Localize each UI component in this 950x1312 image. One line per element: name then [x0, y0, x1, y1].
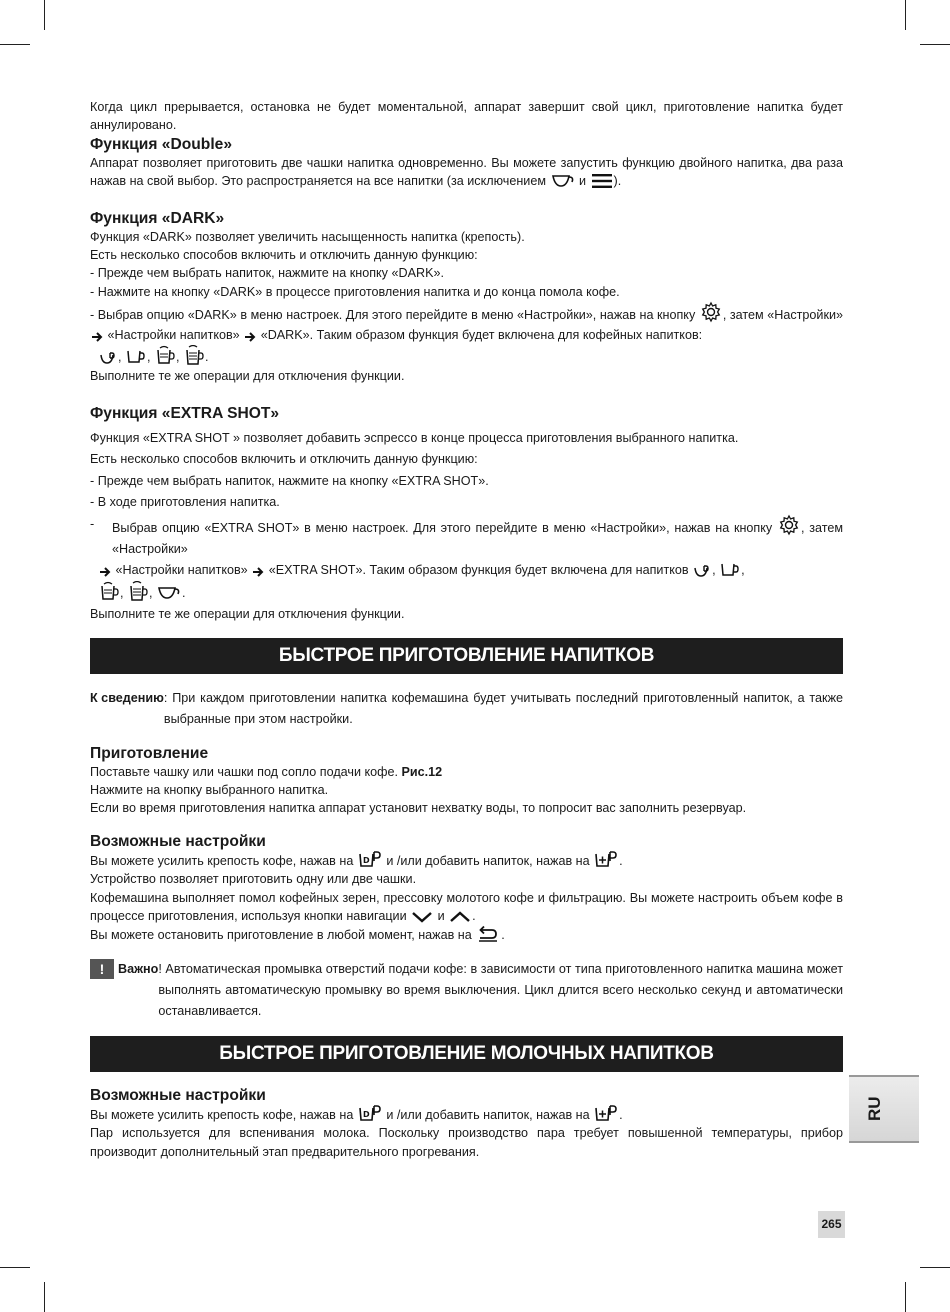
- extra-line: Есть несколько способов включить и отключить данную функцию:: [90, 452, 478, 467]
- extra-shot-heading: Функция «EXTRA SHOT»: [90, 404, 280, 422]
- menu-lines-icon: [591, 173, 613, 189]
- strength-cup-icon: [358, 851, 382, 869]
- gear-icon: [778, 514, 800, 536]
- cup-drip-icon: [551, 173, 575, 189]
- mug-icon: [99, 581, 119, 601]
- espresso-cup-icon: [99, 351, 117, 365]
- extra-line: - В ходе приготовления напитка.: [90, 495, 280, 510]
- gear-icon: [700, 301, 722, 323]
- dark-line: - Прежде чем выбрать напиток, нажмите на кнопку «DARK».: [90, 266, 444, 281]
- svg-text:D: D: [362, 1109, 370, 1119]
- mug-icon: [155, 345, 175, 365]
- arrow-right-icon: [244, 331, 256, 343]
- espresso-cup-icon: [693, 564, 711, 578]
- settings-heading: Возможные настройки: [90, 832, 266, 850]
- crop-mark: [920, 1267, 950, 1268]
- language-tab: RU: [849, 1075, 919, 1143]
- arrow-right-icon: [252, 566, 264, 578]
- intro-paragraph: Когда цикл прерывается, остановка не будет моментальной, аппарат завершит свой цикл, приготовление напитка будет аннулировано.: [90, 100, 843, 133]
- cup-drip-icon: [157, 585, 181, 601]
- crop-mark: [44, 0, 45, 30]
- svg-text:D: D: [362, 855, 370, 865]
- settings-line: Кофемашина выполняет помол кофейных зерен, прессовку молотого кофе и фильтрацию. Вы можете настроить объем кофе в процессе приготовления, используя кнопки навигации и .: [90, 890, 843, 924]
- crop-mark: [905, 0, 906, 30]
- double-paragraph: Аппарат позволяет приготовить две чашки напитка одновременно. Вы можете запустить функцию двойного напитка, два раза нажав на свой выбор. Это распространяется на все напитки (за исключением и ).: [90, 155, 843, 189]
- milk-line: Вы можете усилить крепость кофе, нажав на D и /или добавить напиток, нажав на .: [90, 1105, 843, 1124]
- info-note: К сведению : При каждом приготовлении напитка кофемашина будет учитывать последний приготовленный напиток, а также выбранные при этом настройки.: [90, 690, 843, 726]
- arrow-right-icon: [91, 331, 103, 343]
- crop-mark: [0, 44, 30, 45]
- dark-line: Функция «DARK» позволяет увеличить насыщенность напитка (крепость).: [90, 229, 525, 244]
- coffee-cup-icon: [126, 349, 146, 365]
- dark-option-paragraph: - Выбрав опцию «DARK» в меню настроек. Для этого перейдите в меню «Настройки», нажав на кнопку , затем «Настройки» «Настройки напитков» «DARK». Таким образом функция будет включена для кофейных напитков: , , , .: [90, 301, 843, 367]
- extra-line: - Прежде чем выбрать напиток, нажмите на кнопку «EXTRA SHOT».: [90, 473, 489, 488]
- extra-option-item: - Выбрав опцию «EXTRA SHOT» в меню настроек. Для этого перейдите в меню «Настройки», нажав на кнопку , затем «Настройки»: [90, 514, 843, 560]
- dark-line: - Нажмите на кнопку «DARK» в процессе приготовления напитка и до конца помола кофе.: [90, 284, 620, 299]
- prep-line: Если во время приготовления напитка аппарат установит нехватку воды, то попросит вас заполнить резервуар.: [90, 801, 747, 816]
- milk-line: Пар используется для вспенивания молока. Поскольку производство пара требует повышенной температуры, прибор производит дополнительный этап предварительного прогревания.: [90, 1126, 843, 1159]
- extra-line: Функция «EXTRA SHOT » позволяет добавить эспрессо в конце процесса приготовления выбранного напитка.: [90, 430, 739, 445]
- warning-icon: !: [90, 959, 114, 979]
- crop-mark: [905, 1282, 906, 1312]
- double-heading: Функция «Double»: [90, 135, 232, 153]
- page-content: [90, 98, 843, 1161]
- crop-mark: [0, 1267, 30, 1268]
- crop-mark: [920, 44, 950, 45]
- milk-settings-heading: Возможные настройки: [90, 1086, 266, 1104]
- dark-line: Выполните те же операции для отключения функции.: [90, 369, 405, 384]
- tall-mug-icon: [128, 581, 148, 601]
- prep-heading: Приготовление: [90, 744, 209, 762]
- section-banner: БЫСТРОЕ ПРИГОТОВЛЕНИЕ НАПИТКОВ: [90, 638, 843, 674]
- section-banner: БЫСТРОЕ ПРИГОТОВЛЕНИЕ МОЛОЧНЫХ НАПИТКОВ: [90, 1036, 843, 1072]
- extra-option-cont: «Настройки напитков» «EXTRA SHOT». Таким образом функция будет включена для напитков , , , , .: [90, 560, 843, 604]
- settings-line: Вы можете остановить приготовление в любой момент, нажав на .: [90, 925, 843, 944]
- extra-line: Выполните те же операции для отключения функции.: [90, 607, 405, 622]
- strength-cup-icon: [358, 1105, 382, 1123]
- chevron-up-icon: [449, 910, 471, 924]
- add-shot-cup-icon: [594, 1105, 618, 1123]
- prep-line: Нажмите на кнопку выбранного напитка.: [90, 783, 329, 798]
- settings-line: Вы можете усилить крепость кофе, нажав на D и /или добавить напиток, нажав на .: [90, 851, 843, 870]
- settings-line: Устройство позволяет приготовить одну или две чашки.: [90, 872, 417, 887]
- crop-mark: [44, 1282, 45, 1312]
- tall-mug-icon: [184, 345, 204, 365]
- page-number: 265: [818, 1211, 845, 1238]
- dark-line: Есть несколько способов включить и отключить данную функцию:: [90, 248, 478, 263]
- coffee-cup-icon: [720, 562, 740, 578]
- dark-heading: Функция «DARK»: [90, 209, 225, 227]
- arrow-right-icon: [99, 566, 111, 578]
- prep-line: Поставьте чашку или чашки под сопло подачи кофе. Рис.12: [90, 764, 443, 779]
- add-shot-cup-icon: [594, 851, 618, 869]
- back-arrow-icon: [476, 925, 500, 943]
- chevron-down-icon: [411, 910, 433, 924]
- important-note: ! Важно ! Автоматическая промывка отверстий подачи кофе: в зависимости от типа приготовленного напитка машина может выполнять автоматическую промывку во время выключения. Цикл длится всего несколько секунд и автоматически останавливается.: [90, 959, 843, 1022]
